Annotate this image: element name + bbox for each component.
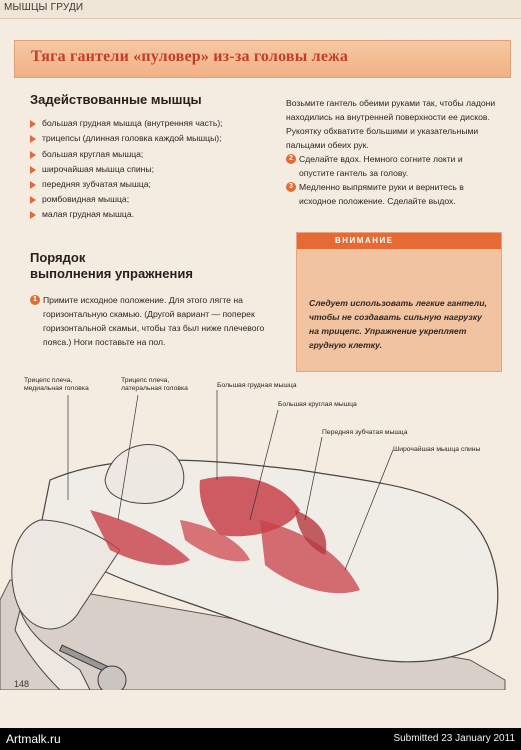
step-3 bbox=[286, 180, 498, 208]
instructions-continued bbox=[286, 96, 498, 208]
warning-box bbox=[296, 232, 502, 372]
head-outline bbox=[105, 444, 184, 503]
muscle-list-item: большая круглая мышца; bbox=[30, 147, 270, 162]
title-band bbox=[14, 40, 511, 78]
step-number-badge: 1 bbox=[30, 295, 40, 305]
step-text: Сделайте вдох. Немного согните локти и опустите гантель за голову. bbox=[299, 154, 463, 178]
step-text: Примите исходное положение. Для этого лягте на горизонтальную скамью. (Другой вариант — поперек горизонтальной скамьи, чтобы таз был ниже плечевого пояса.) Ноги поставьте на пол. bbox=[43, 294, 265, 347]
order-section bbox=[30, 250, 265, 349]
muscle-list-item: малая грудная мышца. bbox=[30, 207, 270, 222]
dumbbell-plate-icon bbox=[98, 666, 126, 690]
warning-header bbox=[297, 233, 501, 249]
label-lats: Широчайшая мышца спины bbox=[393, 446, 481, 453]
step-number-badge: 2 bbox=[286, 154, 296, 164]
step-text: Медленно выпрямите руки и вернитесь в исходное положение. Сделайте выдох. bbox=[299, 182, 464, 206]
order-heading-line1: Порядок bbox=[30, 250, 86, 265]
muscle-list-item: ромбовидная мышца; bbox=[30, 192, 270, 207]
step-number-badge: 3 bbox=[286, 182, 296, 192]
anatomy-illustration bbox=[0, 370, 521, 690]
step-1 bbox=[30, 293, 265, 349]
muscle-list-item: передняя зубчатая мышца; bbox=[30, 177, 270, 192]
muscle-list-item: трицепсы (длинная головка каждой мышцы); bbox=[30, 131, 270, 146]
muscles-section bbox=[30, 92, 270, 223]
exercise-title: Тяга гантели «пуловер» из-за головы лежа bbox=[31, 48, 349, 65]
intro-text: Возьмите гантель обеими руками так, чтобы ладони находились на внутренней поверхности ее дисков. Рукоятку обхватите большими и указательными пальцами обеих рук. bbox=[286, 98, 496, 150]
submitted-date: Submitted 23 January 2011 bbox=[393, 733, 515, 744]
order-heading bbox=[30, 250, 265, 283]
footer-bar bbox=[0, 728, 521, 750]
muscle-list-item: большая грудная мышца (внутренняя часть); bbox=[30, 116, 270, 131]
muscles-list bbox=[30, 116, 270, 222]
step-2 bbox=[286, 152, 498, 180]
order-heading-line2: выполнения упражнения bbox=[30, 266, 193, 282]
label-serratus: Передняя зубчатая мышца bbox=[322, 429, 408, 436]
label-teres-major: Большая круглая мышца bbox=[278, 401, 357, 408]
section-header-bar bbox=[0, 0, 521, 19]
warning-text: Следует использовать легкие гантели, чтобы не создавать сильную нагрузку на трицепс. Упражнение укрепляет грудную клетку. bbox=[309, 298, 487, 350]
label-triceps-lateral bbox=[121, 377, 188, 393]
page-number: 148 bbox=[14, 679, 30, 689]
label-line: латеральная головка bbox=[121, 385, 188, 392]
label-line: Трицепс плеча, bbox=[24, 377, 73, 384]
warning-header-label: ВНИМАНИЕ bbox=[335, 236, 394, 245]
site-logo[interactable]: Artmalk.ru bbox=[6, 732, 61, 746]
muscles-heading: Задействованные мышцы bbox=[30, 92, 202, 107]
label-line: Трицепс плеча, bbox=[121, 377, 170, 384]
muscle-list-item: широчайшая мышца спины; bbox=[30, 162, 270, 177]
label-pec-major: Большая грудная мышца bbox=[217, 382, 297, 389]
section-tag: МЫШЦЫ ГРУДИ bbox=[4, 2, 84, 13]
label-triceps-medial bbox=[24, 377, 89, 393]
label-line: медиальная головка bbox=[24, 385, 89, 392]
